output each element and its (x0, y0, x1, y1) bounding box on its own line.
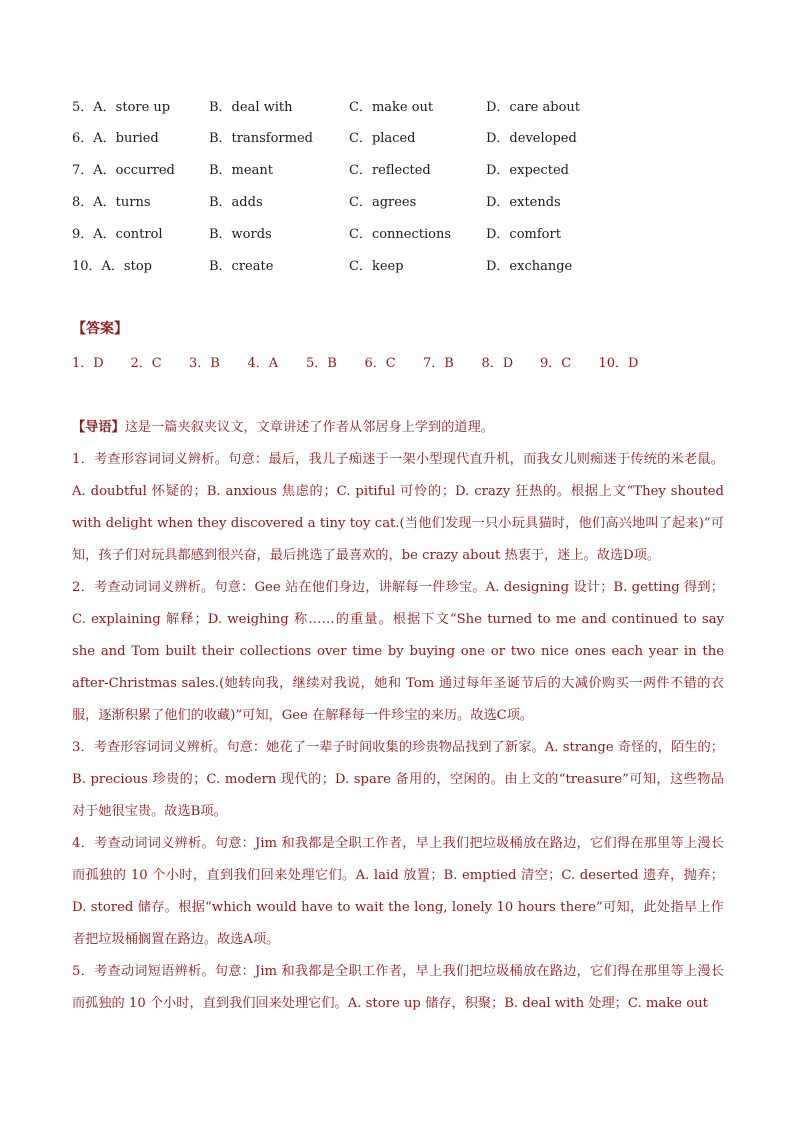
option-b: B．transformed (209, 131, 313, 146)
option-c: C．placed (349, 131, 416, 146)
option-d: D．expected (486, 163, 569, 178)
option-a (72, 160, 175, 182)
option-b: B．meant (209, 163, 273, 178)
answer-item: 4．A (247, 356, 279, 371)
answer-item: 10．D (598, 356, 639, 371)
question-number: 10． (72, 259, 102, 274)
option-a-text: A．buried (93, 131, 159, 146)
answer-item: 1．D (72, 356, 104, 371)
option-c: C．connections (349, 227, 452, 242)
answer-item: 7．B (423, 356, 454, 371)
option-a-text: A．control (93, 227, 163, 242)
analysis-paragraph: 5．考查动词短语辨析。句意：Jim 和我都是全职工作者，早上我们把垃圾桶放在路边，它们得在那里等上漫长而孤独的 10 个小时，直到我们回来处理它们。A. store up 储存，积聚；B. deal with 处理；C. make out (72, 964, 724, 1011)
option-b: B．adds (209, 195, 263, 210)
option-d: D．comfort (486, 227, 561, 242)
answer-item: 3．B (189, 356, 220, 371)
question-number: 7． (72, 163, 94, 178)
option-a (72, 192, 151, 214)
analysis-paragraph: 1．考查形容词词义辨析。句意：最后，我儿子痴迷于一架小型现代直升机，而我女儿则痴迷于传统的米老鼠。A. doubtful 怀疑的；B. anxious 焦虑的；C. pitiful 可怜的；D. crazy 狂热的。根据上文“They shouted with delight when they discovered a tiny toy cat.(当他们发现一只小玩具猫时，他们高兴地叫了起来)”可知，孩子们对玩具都感到很兴奋，最后挑选了最喜欢的，be crazy about 热衷于，迷上。故选D项。 (72, 452, 724, 563)
answer-item: 8．D (481, 356, 514, 371)
option-d: D．extends (486, 195, 561, 210)
option-a (72, 97, 170, 119)
option-a (72, 224, 163, 246)
option-c: C．agrees (349, 195, 417, 210)
option-c: C．reflected (349, 163, 431, 178)
intro-heading: 【导语】 (72, 420, 125, 435)
answer-item: 2．C (130, 356, 162, 371)
question-number: 6． (72, 131, 94, 146)
answer-heading: 【答案】 (72, 321, 128, 337)
analysis-paragraph: 4．考查动词词义辨析。句意：Jim 和我都是全职工作者，早上我们把垃圾桶放在路边，它们得在那里等上漫长而孤独的 10 个小时，直到我们回来处理它们。A. laid 放置；B. emptied 清空；C. deserted 遗弃，抛弃；D. stored 储存。根据“which would have to wait the long, lonely 10 hours there”可知，此处指早上作者把垃圾桶搁置在路边。故选A项。 (72, 836, 724, 947)
option-c: C．keep (349, 259, 404, 274)
option-d: D．care about (486, 100, 580, 115)
option-d: D．exchange (486, 259, 573, 274)
answer-key (72, 352, 657, 371)
option-b: B．create (209, 259, 274, 274)
option-c: C．make out (349, 100, 434, 115)
intro-paragraph (72, 412, 724, 444)
option-a-text: A．occurred (93, 163, 175, 178)
answer-item: 9．C (540, 356, 572, 371)
analysis-paragraph: 2．考查动词词义辨析。句意：Gee 站在他们身边，讲解每一件珍宝。A. designing 设计；B. getting 得到；C. explaining 解释；D. weighing 称……的重量。根据下文“She turned to me and continued to say she and Tom built their collections over time by buying one or two nice ones each year in the after-Christmas sales.(她转向我，继续对我说，她和 Tom 通过每年圣诞节后的大减价购买一两件不错的衣服，逐渐积累了他们的收藏)”可知，Gee 在解释每一件珍宝的来历。故选C项。 (72, 580, 724, 723)
intro-text: 这是一篇夹叙夹议文，文章讲述了作者从邻居身上学到的道理。 (124, 420, 494, 435)
question-number: 8． (72, 195, 94, 210)
option-a (72, 256, 152, 278)
option-b: B．deal with (209, 100, 293, 115)
option-b: B．words (209, 227, 272, 242)
option-a-text: A．stop (101, 259, 152, 274)
analysis-paragraph: 3．考查形容词词义辨析。句意：她花了一辈子时间收集的珍贵物品找到了新家。A. strange 奇怪的，陌生的；B. precious 珍贵的；C. modern 现代的；D. spare 备用的，空闲的。由上文的“treasure”可知，这些物品对于她很宝贵。故选B项。 (72, 740, 724, 819)
question-number: 9． (72, 227, 94, 242)
option-d: D．developed (486, 131, 577, 146)
analysis-section (72, 412, 724, 1020)
answer-item: 6．C (364, 356, 396, 371)
option-a-text: A．store up (93, 100, 171, 115)
question-number: 5． (72, 100, 94, 115)
answer-item: 5．B (306, 356, 337, 371)
option-a (72, 128, 159, 150)
option-a-text: A．turns (93, 195, 151, 210)
